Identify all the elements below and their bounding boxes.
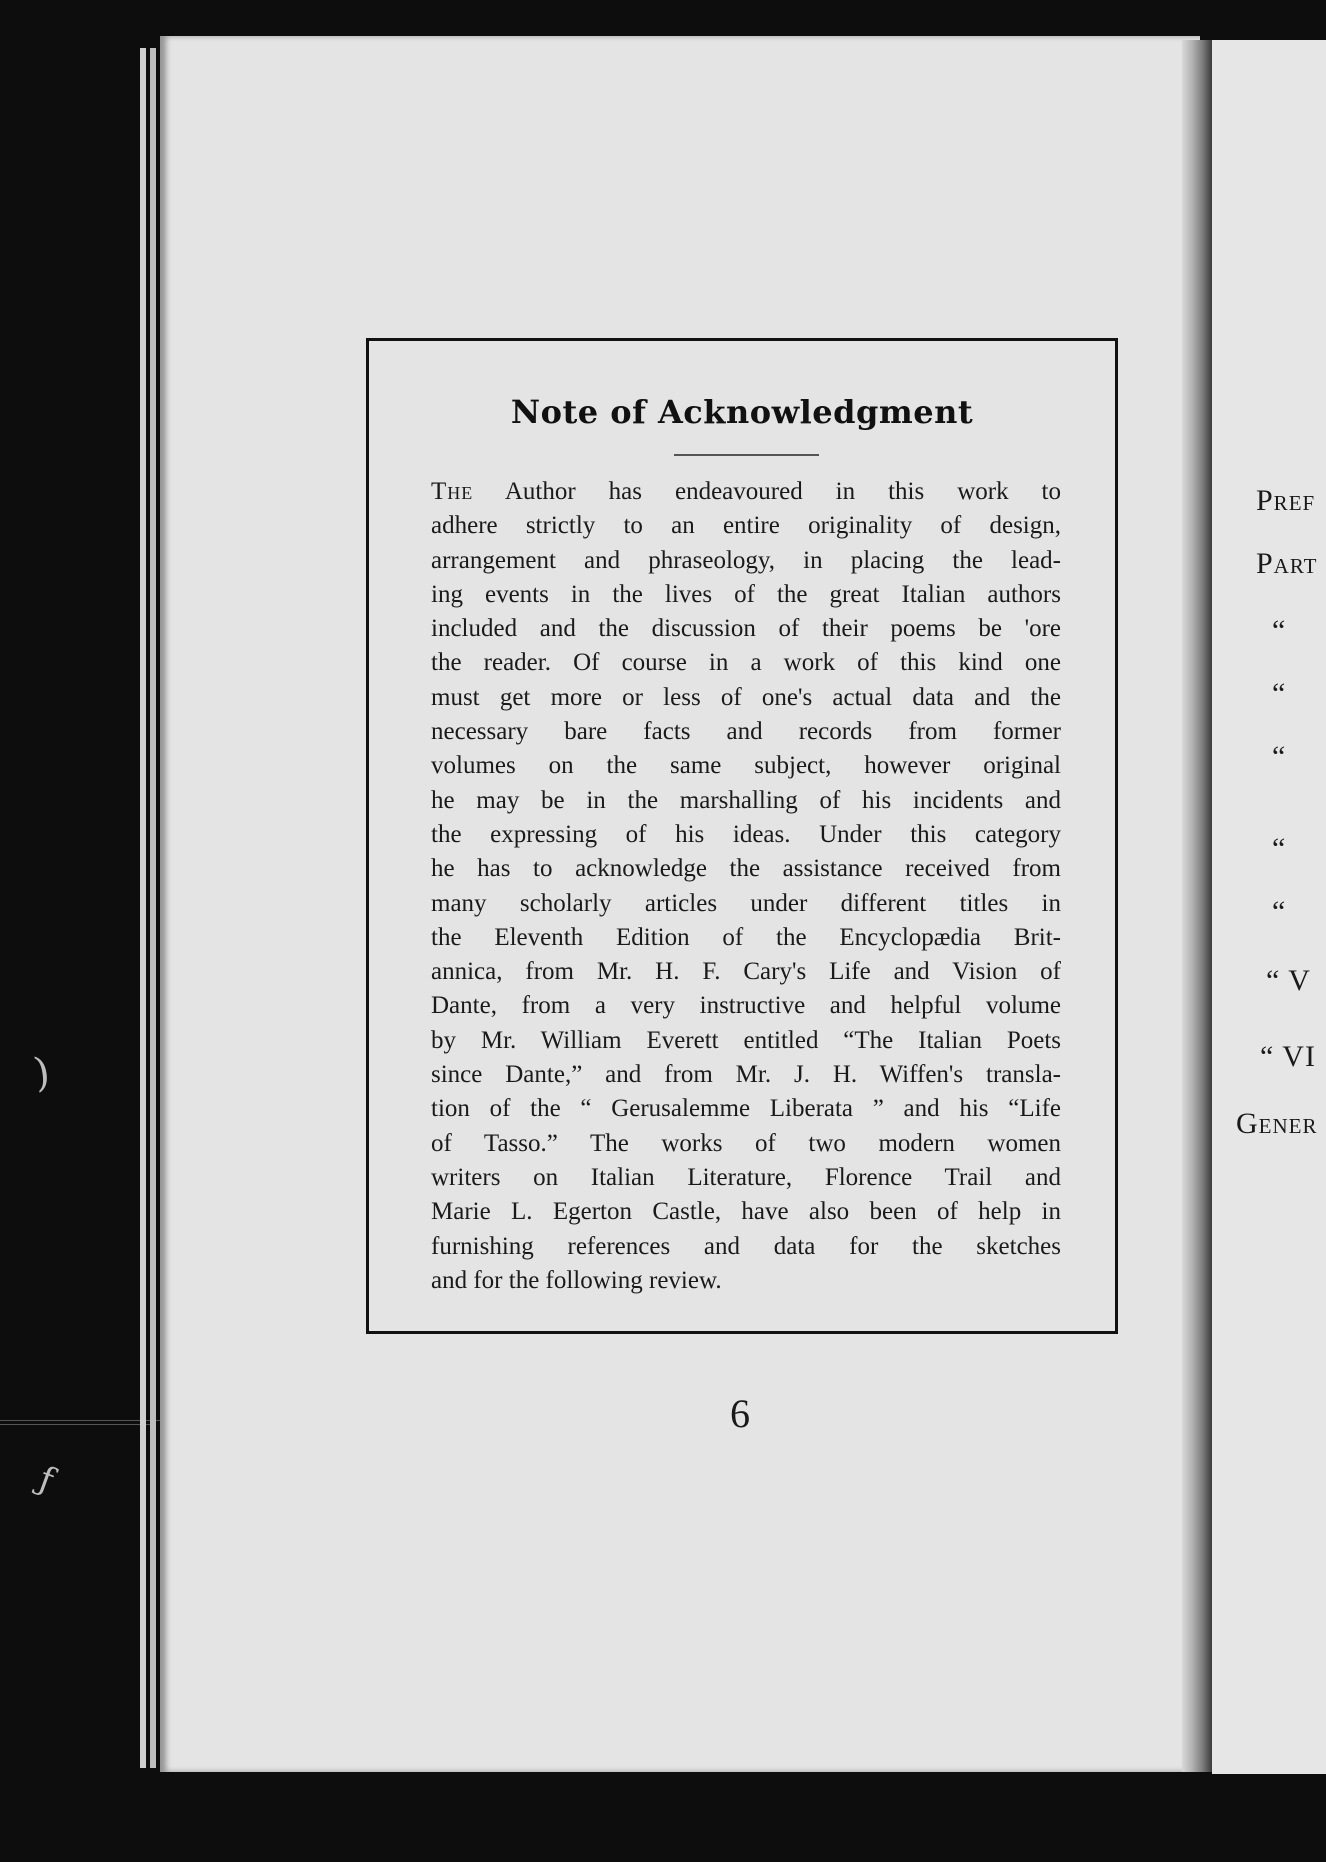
text-line [431, 681, 1061, 715]
line-text: adhere strictly to an entire originality of design, [431, 512, 1061, 540]
right-page [1212, 40, 1326, 1774]
text-line [431, 475, 1061, 509]
contents-entry: “ [1272, 614, 1287, 647]
text-line [431, 1230, 1061, 1264]
margin-mark: ) [30, 1049, 53, 1097]
contents-entry: Part [1256, 547, 1318, 580]
line-text: the Eleventh Edition of the Encyclopædia Brit- [431, 923, 1061, 951]
acknowledgment-box [366, 338, 1118, 1334]
page-edge [140, 48, 146, 1768]
contents-entry: “ V [1266, 964, 1311, 997]
line-text: Dante, from a very instructive and helpful volume [431, 992, 1061, 1020]
text-line [431, 1127, 1061, 1161]
text-line [431, 1161, 1061, 1195]
page-edge [150, 48, 156, 1768]
line-text: by Mr. William Everett entitled “The Italian Poets [431, 1026, 1061, 1054]
text-line [431, 989, 1061, 1023]
text-line [431, 1264, 1061, 1298]
page-number: 6 [730, 1391, 750, 1436]
text-line [431, 509, 1061, 543]
text-line [431, 1024, 1061, 1058]
line-text: Marie L. Egerton Castle, have also been of help in [431, 1198, 1061, 1226]
text-line [431, 544, 1061, 578]
text-line [431, 887, 1061, 921]
line-text: annica, from Mr. H. F. Cary's Life and Vision of [431, 958, 1061, 986]
line-text: necessary bare facts and records from former [431, 718, 1061, 746]
line-text: the expressing of his ideas. Under this category [431, 820, 1061, 848]
text-line [431, 955, 1061, 989]
text-line [431, 1058, 1061, 1092]
line-text: Author has endeavoured in this work to [504, 478, 1061, 505]
line-text: furnishing references and data for the sketches [431, 1232, 1061, 1260]
contents-entry: “ [1272, 832, 1287, 865]
line-text: he may be in the marshalling of his incidents and [431, 786, 1061, 814]
contents-entry: “ VI [1260, 1040, 1316, 1073]
line-text: writers on Italian Literature, Florence Trail and [431, 1163, 1061, 1191]
contents-entry: “ [1272, 895, 1287, 928]
line-text: of Tasso.” The works of two modern women [431, 1129, 1061, 1157]
line-text: ing events in the lives of the great Italian authors [431, 580, 1061, 608]
text-line [431, 578, 1061, 612]
line-text: since Dante,” and from Mr. J. H. Wiffen's transla- [431, 1061, 1061, 1089]
title-rule [674, 454, 819, 456]
margin-mark: ƒ [33, 1459, 60, 1501]
line-text: included and the discussion of their poems be 'ore [431, 615, 1061, 643]
contents-fragment [1212, 40, 1326, 1774]
text-line [431, 852, 1061, 886]
line-text: he has to acknowledge the assistance received from [431, 855, 1061, 883]
line-text: volumes on the same subject, however original [431, 752, 1061, 780]
line-text: and for the following review. [431, 1266, 722, 1294]
line-text: the reader. Of course in a work of this kind one [431, 649, 1061, 677]
contents-entry: Pref [1256, 484, 1316, 517]
text-line [431, 784, 1061, 818]
line-text: tion of the “ Gerusalemme Liberata ” and his “Life [431, 1095, 1061, 1123]
scan-artifact-line [0, 1424, 150, 1425]
acknowledgment-text [431, 475, 1061, 1298]
line-text: arrangement and phraseology, in placing the lead- [431, 546, 1061, 574]
contents-entry: “ [1272, 677, 1287, 710]
text-line [431, 715, 1061, 749]
line-text: many scholarly articles under different titles in [431, 889, 1061, 917]
opening-word: The [431, 478, 474, 505]
text-line [431, 612, 1061, 646]
contents-entry: “ [1272, 740, 1287, 773]
text-line [431, 1092, 1061, 1126]
contents-entry: Gener [1236, 1107, 1318, 1140]
book-gutter [1182, 40, 1212, 1772]
text-line [431, 818, 1061, 852]
note-title: Note of Acknowledgment [510, 393, 974, 431]
text-line [431, 646, 1061, 680]
text-line [431, 749, 1061, 783]
text-line [431, 1195, 1061, 1229]
text-line [431, 921, 1061, 955]
line-text: must get more or less of one's actual data and the [431, 683, 1061, 711]
